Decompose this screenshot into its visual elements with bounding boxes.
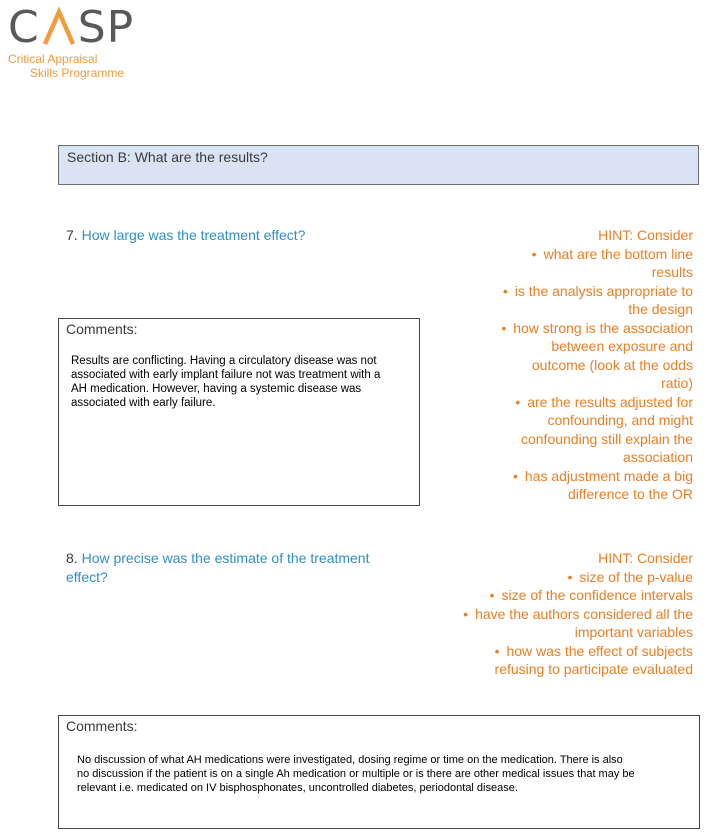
hint-7-item-cont: results — [651, 264, 693, 280]
question-8-text-cont: effect? — [66, 569, 108, 585]
hint-7-title: HINT: Consider — [598, 227, 693, 243]
hint-7-item: • is the analysis appropriate to — [502, 282, 693, 299]
hint-8-item: • how was the effect of subjects — [494, 642, 693, 659]
comment-label-7: Comments: — [66, 321, 138, 337]
question-7-number: 7. — [66, 227, 78, 243]
hint-8-item: • have the authors considered all the — [463, 605, 693, 622]
hint-7-item: • what are the bottom line — [531, 245, 693, 262]
hint-7-item: • has adjustment made a big — [512, 467, 693, 484]
hint-8-item-cont: refusing to participate evaluated — [494, 661, 693, 677]
logo-letter-p: P — [106, 2, 135, 53]
logo-wordmark — [8, 2, 148, 53]
hint-7-item-cont: difference to the OR — [567, 486, 693, 502]
hint-7-item-cont: association — [622, 449, 693, 465]
hint-7-item-cont: the design — [628, 301, 693, 317]
comment-box-7[interactable] — [58, 318, 420, 506]
hint-8-item: • size of the confidence intervals — [489, 587, 693, 603]
hint-7-item: • how strong is the association — [501, 319, 693, 336]
hint-7-item-cont: between exposure and — [551, 338, 693, 354]
hint-7-item-cont: ratio) — [661, 375, 693, 391]
comment-label-8: Comments: — [66, 718, 138, 734]
logo-subtitle-line2: Skills Programme — [30, 66, 125, 80]
casp-logo — [8, 2, 148, 86]
comment-text-8: No discussion of what AH medications were investigated, dosing regime or time on the medication. There is also no discussion if the patient is on a single Ah medication or multiple or is there are other medical issues that may be relevant i.e. medicated on IV bisphosphonates, uncontrolled diabetes, periodontal disease. — [77, 754, 635, 794]
logo-letter-s: S — [77, 2, 107, 53]
hint-7-item: • are the results adjusted for — [515, 393, 693, 410]
hint-7-item-cont: confounding, and might — [547, 412, 693, 428]
section-header — [58, 145, 699, 185]
comment-text-7: Results are conflicting. Having a circulatory disease was not associated with early implant failure not was treatment with a AH medication. However, having a systemic disease was associated with early failure. — [71, 355, 381, 409]
logo-subtitle-line1: Critical Appraisal — [8, 52, 98, 66]
question-7 — [66, 226, 305, 245]
question-8-text: How precise was the estimate of the treatment — [81, 550, 370, 566]
hint-7 — [433, 226, 693, 504]
logo-letter-c: C — [8, 2, 40, 53]
hint-8 — [403, 549, 693, 679]
hint-7-item-cont: confounding still explain the — [520, 430, 693, 447]
hint-8-item: • size of the p-value — [567, 568, 693, 585]
section-title: Section B: What are the results? — [67, 149, 268, 165]
question-8-number: 8. — [66, 550, 78, 566]
hint-8-item-cont: important variables — [574, 624, 693, 640]
hint-8-title: HINT: Consider — [598, 550, 693, 566]
question-8 — [66, 549, 406, 587]
hint-7-item-cont: outcome (look at the odds — [531, 356, 693, 373]
logo-chevron-icon — [42, 6, 76, 48]
question-7-text: How large was the treatment effect? — [81, 227, 306, 243]
comment-box-8[interactable] — [58, 715, 700, 829]
